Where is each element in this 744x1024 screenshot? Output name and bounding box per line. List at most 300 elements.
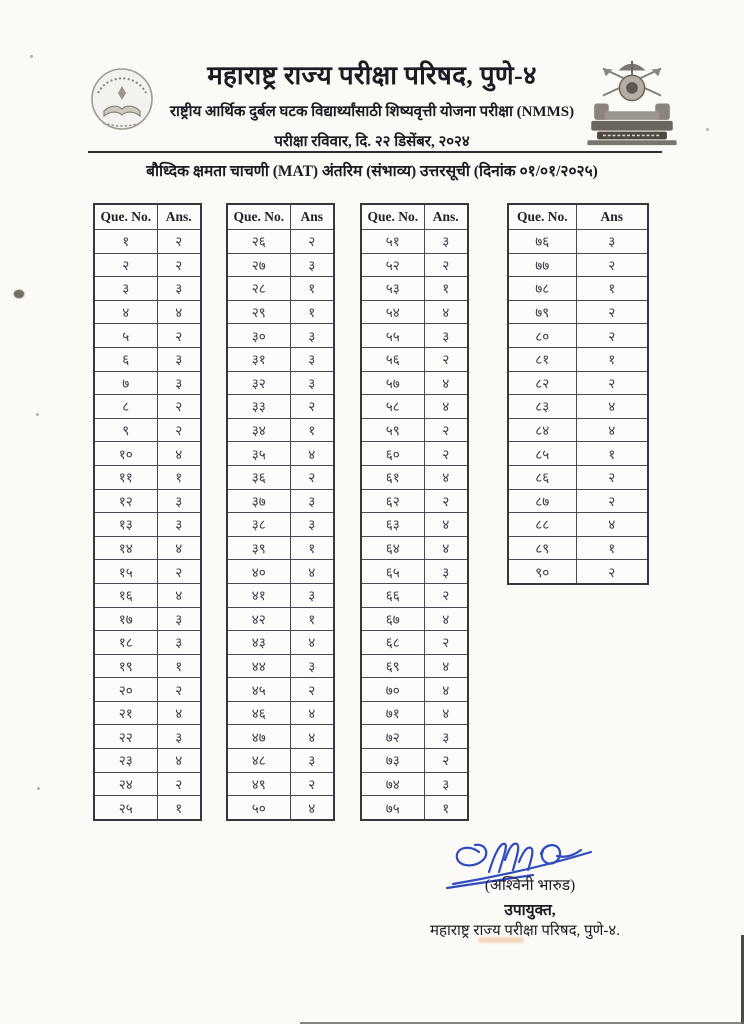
question-number-cell: ३०: [227, 324, 290, 348]
question-number-cell: ११: [94, 465, 157, 489]
que-no-header: Que. No.: [508, 204, 576, 230]
question-number-cell: ५३: [361, 277, 424, 301]
question-number-cell: ५२: [361, 253, 424, 277]
answer-cell: १: [424, 796, 468, 820]
answer-row: [508, 300, 648, 324]
question-number-cell: २८: [227, 277, 290, 301]
answer-row: [94, 347, 201, 371]
answer-row: [361, 631, 468, 655]
answer-cell: ३: [290, 371, 334, 395]
answer-cell: ४: [157, 701, 201, 725]
answer-cell: ३: [157, 513, 201, 537]
question-number-cell: ६६: [361, 583, 424, 607]
exam-scheme-line: राष्ट्रीय आर्थिक दुर्बल घटक विद्यार्थ्यांसाठी शिष्यवृत्ती योजना परीक्षा (NMMS): [169, 104, 575, 120]
answer-cell: २: [290, 772, 334, 796]
answer-row: [361, 678, 468, 702]
answer-row: [94, 725, 201, 749]
answer-cell: ३: [157, 489, 201, 513]
answer-row: [227, 489, 334, 513]
answer-row: [361, 418, 468, 442]
answer-row: [94, 395, 201, 419]
answer-row: [227, 654, 334, 678]
answer-cell: १: [576, 442, 648, 466]
question-number-cell: १८: [94, 631, 157, 655]
answer-cell: २: [424, 347, 468, 371]
question-number-cell: ६३: [361, 513, 424, 537]
question-number-cell: २१: [94, 701, 157, 725]
answer-table-4: [507, 203, 649, 585]
question-number-cell: ५७: [361, 371, 424, 395]
question-number-cell: ८७: [508, 489, 576, 513]
answer-row: [94, 678, 201, 702]
answer-row: [94, 701, 201, 725]
question-number-cell: ५९: [361, 418, 424, 442]
question-number-cell: १५: [94, 560, 157, 584]
question-number-cell: ७७: [508, 253, 576, 277]
answer-cell: ३: [157, 347, 201, 371]
answer-row: [227, 371, 334, 395]
ans-header: Ans: [576, 204, 648, 230]
answer-row: [227, 347, 334, 371]
question-number-cell: ६०: [361, 442, 424, 466]
answer-row: [508, 489, 648, 513]
answer-row: [508, 442, 648, 466]
answer-row: [361, 513, 468, 537]
question-number-cell: ५१: [361, 230, 424, 254]
answer-cell: २: [424, 489, 468, 513]
answer-row: [508, 277, 648, 301]
question-number-cell: ८२: [508, 371, 576, 395]
signatory-organization: महाराष्ट्र राज्य परीक्षा परिषद, पुणे-४.: [430, 923, 620, 939]
question-number-cell: ७१: [361, 701, 424, 725]
answer-row: [94, 772, 201, 796]
answer-cell: २: [576, 324, 648, 348]
answer-row: [508, 536, 648, 560]
scan-speck: [706, 128, 709, 131]
answer-row: [227, 277, 334, 301]
answer-table-3: [360, 203, 469, 821]
table-header-row: [508, 204, 648, 230]
question-number-cell: ५: [94, 324, 157, 348]
question-number-cell: ८३: [508, 395, 576, 419]
question-number-cell: ८१: [508, 347, 576, 371]
question-number-cell: ६४: [361, 536, 424, 560]
answer-row: [227, 418, 334, 442]
answer-cell: ३: [290, 654, 334, 678]
question-number-cell: ३२: [227, 371, 290, 395]
answer-cell: ४: [290, 725, 334, 749]
answer-row: [94, 536, 201, 560]
answer-cell: ३: [576, 230, 648, 254]
scan-speck: [36, 413, 39, 416]
signatory-name: (अश्विनी भारुड): [484, 877, 576, 894]
answer-cell: ४: [424, 300, 468, 324]
answer-row: [227, 230, 334, 254]
answer-row: [94, 631, 201, 655]
answer-row: [227, 324, 334, 348]
question-number-cell: ५६: [361, 347, 424, 371]
answer-row: [227, 560, 334, 584]
ans-header: Ans: [290, 204, 334, 230]
answer-row: [361, 796, 468, 820]
answer-row: [227, 631, 334, 655]
answer-table-1: [93, 203, 202, 821]
answer-cell: २: [576, 489, 648, 513]
answer-row: [94, 583, 201, 607]
question-number-cell: ७६: [508, 230, 576, 254]
question-number-cell: ४५: [227, 678, 290, 702]
answer-cell: २: [576, 560, 648, 584]
answer-cell: २: [157, 395, 201, 419]
answer-row: [227, 513, 334, 537]
question-number-cell: ५८: [361, 395, 424, 419]
answer-cell: २: [157, 560, 201, 584]
question-number-cell: १६: [94, 583, 157, 607]
answer-row: [508, 371, 648, 395]
answer-row: [94, 324, 201, 348]
answer-row: [508, 230, 648, 254]
answer-cell: ४: [157, 749, 201, 773]
question-number-cell: २२: [94, 725, 157, 749]
answer-cell: २: [157, 418, 201, 442]
question-number-cell: १३: [94, 513, 157, 537]
answer-row: [227, 253, 334, 277]
answer-row: [361, 395, 468, 419]
answer-cell: २: [576, 465, 648, 489]
question-number-cell: ४३: [227, 631, 290, 655]
question-number-cell: ७३: [361, 749, 424, 773]
answer-row: [227, 442, 334, 466]
answer-cell: १: [290, 536, 334, 560]
question-number-cell: ३५: [227, 442, 290, 466]
answer-row: [227, 796, 334, 820]
question-number-cell: १९: [94, 654, 157, 678]
answer-row: [94, 300, 201, 324]
answer-row: [227, 701, 334, 725]
question-number-cell: ४२: [227, 607, 290, 631]
question-number-cell: ९०: [508, 560, 576, 584]
answer-row: [361, 371, 468, 395]
question-number-cell: ७५: [361, 796, 424, 820]
answer-row: [508, 560, 648, 584]
answer-row: [361, 300, 468, 324]
answer-cell: ४: [424, 654, 468, 678]
answer-cell: १: [290, 607, 334, 631]
question-number-cell: ६७: [361, 607, 424, 631]
question-number-cell: ४९: [227, 772, 290, 796]
answer-cell: ४: [576, 418, 648, 442]
question-number-cell: ३१: [227, 347, 290, 371]
answer-row: [508, 513, 648, 537]
answer-cell: ४: [424, 395, 468, 419]
answer-cell: २: [157, 230, 201, 254]
question-number-cell: १२: [94, 489, 157, 513]
question-number-cell: १०: [94, 442, 157, 466]
question-number-cell: ७८: [508, 277, 576, 301]
question-number-cell: १: [94, 230, 157, 254]
question-number-cell: १४: [94, 536, 157, 560]
question-number-cell: ३: [94, 277, 157, 301]
header-divider: [88, 151, 662, 153]
answer-row: [361, 347, 468, 371]
answer-cell: २: [576, 253, 648, 277]
answer-cell: ४: [424, 536, 468, 560]
question-number-cell: ४०: [227, 560, 290, 584]
question-number-cell: ८०: [508, 324, 576, 348]
answer-row: [227, 725, 334, 749]
table-header-row: [361, 204, 468, 230]
answer-cell: २: [290, 465, 334, 489]
question-number-cell: ४६: [227, 701, 290, 725]
question-number-cell: ८: [94, 395, 157, 419]
question-number-cell: ३३: [227, 395, 290, 419]
answer-row: [361, 489, 468, 513]
question-number-cell: ४: [94, 300, 157, 324]
answer-row: [361, 772, 468, 796]
question-number-cell: ८४: [508, 418, 576, 442]
answer-cell: २: [424, 418, 468, 442]
answer-cell: ३: [290, 489, 334, 513]
answer-cell: ३: [157, 371, 201, 395]
scan-smudge: [478, 937, 524, 943]
question-number-cell: ७: [94, 371, 157, 395]
signatory-designation: उपायुक्त,: [504, 902, 556, 919]
answer-cell: ३: [157, 607, 201, 631]
answer-cell: ४: [576, 395, 648, 419]
answer-cell: १: [157, 465, 201, 489]
answer-row: [508, 418, 648, 442]
answer-row: [94, 513, 201, 537]
answer-cell: २: [424, 583, 468, 607]
que-no-header: Que. No.: [361, 204, 424, 230]
question-number-cell: ५५: [361, 324, 424, 348]
answer-cell: ३: [424, 560, 468, 584]
question-number-cell: ९: [94, 418, 157, 442]
answer-row: [94, 418, 201, 442]
answer-cell: १: [576, 277, 648, 301]
answer-cell: ४: [157, 442, 201, 466]
answer-cell: ३: [424, 772, 468, 796]
exam-date-line: परीक्षा रविवार, दि. २२ डिसेंबर, २०२४: [274, 134, 470, 150]
que-no-header: Que. No.: [227, 204, 290, 230]
answer-row: [361, 536, 468, 560]
answer-cell: १: [290, 277, 334, 301]
answer-cell: ४: [290, 631, 334, 655]
answer-cell: २: [157, 324, 201, 348]
answer-cell: २: [576, 371, 648, 395]
question-number-cell: ५०: [227, 796, 290, 820]
answer-cell: ४: [424, 371, 468, 395]
answer-row: [227, 607, 334, 631]
answer-cell: ३: [157, 277, 201, 301]
question-number-cell: ६२: [361, 489, 424, 513]
answer-row: [508, 395, 648, 419]
answer-row: [94, 442, 201, 466]
answer-cell: ४: [424, 678, 468, 702]
answer-cell: २: [424, 442, 468, 466]
question-number-cell: २६: [227, 230, 290, 254]
answer-row: [508, 347, 648, 371]
answer-cell: ४: [424, 513, 468, 537]
question-number-cell: ३४: [227, 418, 290, 442]
answer-cell: ४: [290, 796, 334, 820]
answer-cell: २: [157, 678, 201, 702]
answer-row: [227, 465, 334, 489]
answer-row: [227, 749, 334, 773]
answer-row: [361, 725, 468, 749]
question-number-cell: २०: [94, 678, 157, 702]
answer-row: [227, 395, 334, 419]
question-number-cell: ४७: [227, 725, 290, 749]
question-number-cell: ३७: [227, 489, 290, 513]
table-header-row: [227, 204, 334, 230]
answer-cell: २: [424, 749, 468, 773]
answer-cell: ३: [290, 253, 334, 277]
question-number-cell: ६१: [361, 465, 424, 489]
question-number-cell: ३६: [227, 465, 290, 489]
answer-row: [227, 772, 334, 796]
question-number-cell: ४८: [227, 749, 290, 773]
answer-cell: १: [576, 347, 648, 371]
question-number-cell: ६८: [361, 631, 424, 655]
answer-row: [94, 230, 201, 254]
answer-row: [94, 465, 201, 489]
answer-cell: ३: [290, 347, 334, 371]
answer-row: [361, 607, 468, 631]
question-number-cell: ८९: [508, 536, 576, 560]
question-number-cell: २७: [227, 253, 290, 277]
question-number-cell: ८८: [508, 513, 576, 537]
page-title: महाराष्ट्र राज्य परीक्षा परिषद, पुणे-४: [207, 61, 537, 90]
answer-row: [94, 749, 201, 773]
answer-cell: ३: [424, 324, 468, 348]
answer-cell: ३: [157, 631, 201, 655]
question-number-cell: ८५: [508, 442, 576, 466]
scan-speck: [30, 55, 33, 58]
answer-cell: ४: [424, 607, 468, 631]
answer-row: [227, 678, 334, 702]
answer-cell: ३: [290, 749, 334, 773]
answer-row: [94, 560, 201, 584]
answer-cell: २: [157, 253, 201, 277]
ans-header: Ans.: [157, 204, 201, 230]
answer-row: [361, 560, 468, 584]
answer-row: [94, 253, 201, 277]
answer-row: [361, 253, 468, 277]
answer-cell: २: [576, 300, 648, 324]
question-number-cell: ५४: [361, 300, 424, 324]
question-number-cell: ७२: [361, 725, 424, 749]
answer-row: [227, 536, 334, 560]
answer-row: [227, 300, 334, 324]
answer-cell: ४: [290, 442, 334, 466]
question-number-cell: २९: [227, 300, 290, 324]
question-number-cell: १७: [94, 607, 157, 631]
answer-row: [508, 253, 648, 277]
answer-cell: २: [290, 230, 334, 254]
answer-cell: ४: [424, 701, 468, 725]
answer-row: [508, 324, 648, 348]
answer-row: [361, 442, 468, 466]
answer-row: [361, 583, 468, 607]
question-number-cell: ७०: [361, 678, 424, 702]
question-number-cell: ४१: [227, 583, 290, 607]
question-number-cell: २५: [94, 796, 157, 820]
answer-cell: ४: [157, 583, 201, 607]
answer-cell: ४: [424, 465, 468, 489]
answer-cell: २: [424, 631, 468, 655]
answer-cell: ४: [157, 536, 201, 560]
answer-row: [94, 371, 201, 395]
answer-row: [94, 489, 201, 513]
answer-row: [361, 654, 468, 678]
answer-cell: ३: [290, 324, 334, 348]
answer-cell: २: [424, 253, 468, 277]
answer-row: [94, 796, 201, 820]
table-header-row: [94, 204, 201, 230]
answer-cell: २: [290, 678, 334, 702]
answer-cell: १: [157, 796, 201, 820]
answer-row: [508, 465, 648, 489]
answer-cell: १: [290, 300, 334, 324]
question-number-cell: ६: [94, 347, 157, 371]
answer-cell: ३: [424, 230, 468, 254]
answer-cell: ४: [290, 701, 334, 725]
answer-row: [361, 277, 468, 301]
answer-cell: ३: [157, 725, 201, 749]
scan-dot-artifact: [14, 290, 24, 298]
answer-row: [227, 583, 334, 607]
que-no-header: Que. No.: [94, 204, 157, 230]
answer-key-section-title: बौध्दिक क्षमता चाचणी (MAT) अंतरिम (संभाव्य) उत्तरसूची (दिनांक ०१/०१/२०२५): [146, 163, 598, 180]
answer-row: [361, 465, 468, 489]
scan-speck: [37, 787, 40, 790]
answer-row: [361, 230, 468, 254]
question-number-cell: २: [94, 253, 157, 277]
question-number-cell: ७४: [361, 772, 424, 796]
question-number-cell: ३८: [227, 513, 290, 537]
answer-cell: २: [290, 395, 334, 419]
question-number-cell: २४: [94, 772, 157, 796]
answer-row: [361, 324, 468, 348]
question-number-cell: ३९: [227, 536, 290, 560]
answer-cell: २: [157, 772, 201, 796]
answer-cell: ३: [290, 583, 334, 607]
answer-row: [361, 749, 468, 773]
ans-header: Ans.: [424, 204, 468, 230]
answer-cell: १: [290, 418, 334, 442]
question-number-cell: ८६: [508, 465, 576, 489]
answer-row: [361, 701, 468, 725]
answer-row: [94, 654, 201, 678]
question-number-cell: ७९: [508, 300, 576, 324]
answer-cell: १: [576, 536, 648, 560]
answer-cell: १: [157, 654, 201, 678]
question-number-cell: ६५: [361, 560, 424, 584]
answer-table-2: [226, 203, 335, 821]
question-number-cell: ४४: [227, 654, 290, 678]
answer-cell: ४: [576, 513, 648, 537]
answer-cell: ३: [424, 725, 468, 749]
answer-row: [94, 607, 201, 631]
answer-cell: ४: [157, 300, 201, 324]
answer-cell: ३: [290, 513, 334, 537]
question-number-cell: ६९: [361, 654, 424, 678]
answer-cell: ४: [290, 560, 334, 584]
answer-cell: १: [424, 277, 468, 301]
question-number-cell: २३: [94, 749, 157, 773]
answer-row: [94, 277, 201, 301]
